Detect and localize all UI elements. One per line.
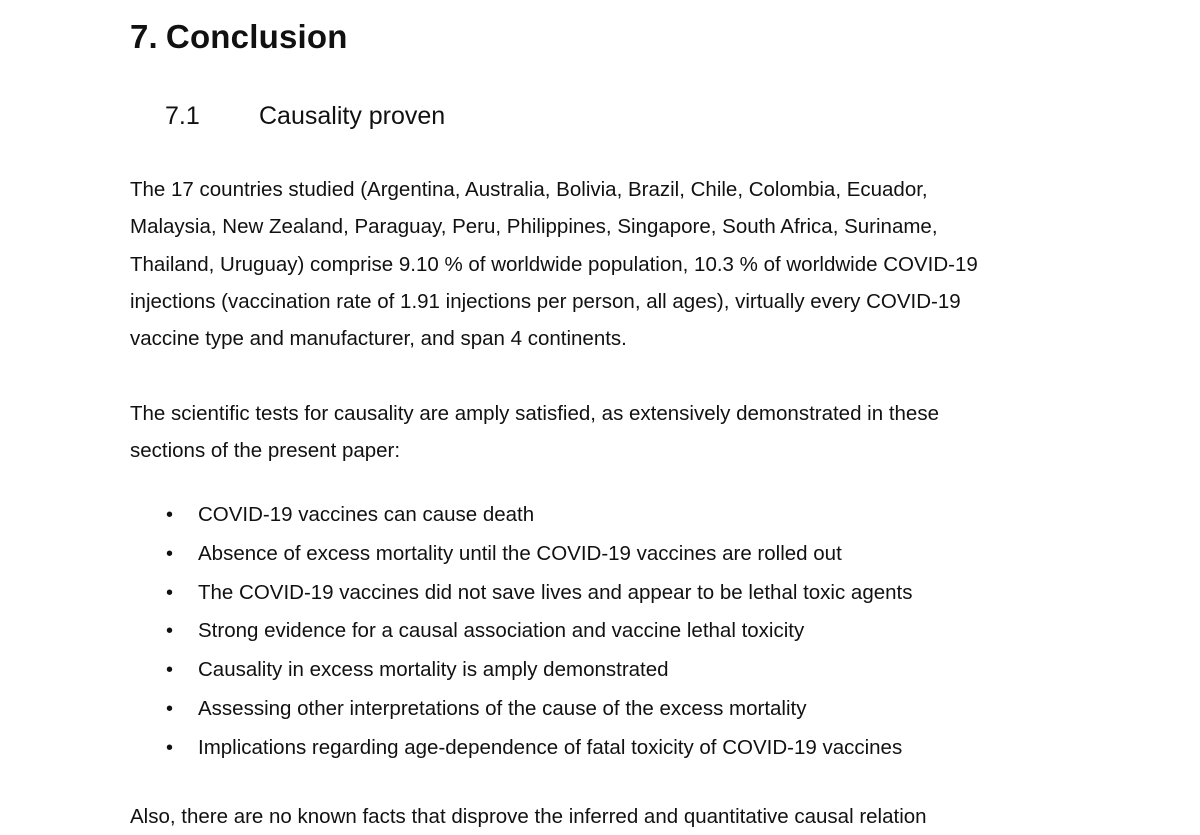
paragraph-causality-tests: The scientific tests for causality are amply satisfied, as extensively demonstrated in these sections of the present paper: (130, 402, 939, 463)
section-number: 7. (130, 18, 158, 55)
bullet-icon: • (166, 542, 174, 565)
sections-bullet-list (130, 496, 990, 768)
subsection-number: 7.1 (165, 102, 200, 130)
bullet-icon: • (166, 504, 174, 526)
bullet-icon: • (166, 659, 174, 682)
list-item (130, 535, 990, 574)
paragraph-no-disproving-facts: Also, there are no known facts that disprove the inferred and quantitative causal relation (130, 805, 927, 828)
list-item-text: Assessing other interpretations of the cause of the excess mortality (198, 696, 807, 720)
list-item (130, 690, 990, 729)
list-item (130, 574, 990, 613)
list-item (130, 651, 990, 690)
bullet-icon: • (166, 620, 174, 643)
list-item (130, 729, 990, 768)
bullet-icon: • (166, 697, 174, 720)
bullet-icon: • (166, 736, 174, 759)
list-item-text: Implications regarding age-dependence of fatal toxicity of COVID-19 vaccines (198, 735, 903, 759)
subsection-heading (165, 102, 445, 131)
list-item-text: COVID-19 vaccines can cause death (198, 503, 535, 526)
bullet-icon: • (166, 581, 174, 604)
paragraph-countries-studied: The 17 countries studied (Argentina, Australia, Bolivia, Brazil, Chile, Colombia, Ecuador, Malaysia, New Zealand, Paraguay, Peru, Philippines, Singapore, South Africa, Suriname, Thailand, Uruguay) comprise 9.10 % of worldwide population, 10.3 % of worldwide COVID-19 injections (vaccination rate of 1.91 injections per person, all ages), virtually every COVID-19 vaccine type and manufacturer, and span 4 continents. (130, 178, 978, 351)
list-item-text: Strong evidence for a causal association and vaccine lethal toxicity (198, 619, 805, 643)
list-item-text: Causality in excess mortality is amply demonstrated (198, 658, 669, 682)
list-item-text: The COVID-19 vaccines did not save lives and appear to be lethal toxic agents (198, 580, 913, 604)
list-item-text: Absence of excess mortality until the COVID-19 vaccines are rolled out (198, 541, 842, 565)
section-heading (130, 18, 348, 56)
list-item (130, 612, 990, 651)
section-title: Conclusion (165, 18, 348, 55)
subsection-title: Causality proven (259, 102, 446, 130)
list-item (130, 496, 990, 535)
